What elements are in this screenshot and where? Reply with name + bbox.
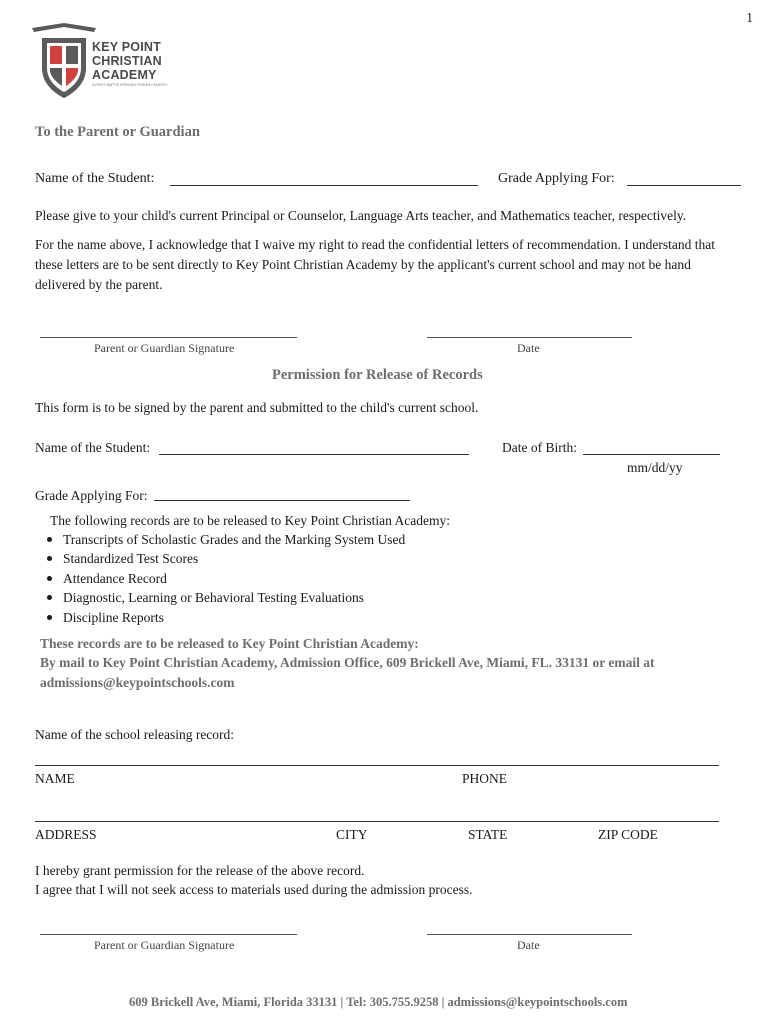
name-label: NAME [35, 771, 75, 786]
grade-applying-label: Grade Applying For: [498, 171, 615, 186]
records-parent-signature-label: Parent or Guardian Signature [94, 938, 235, 952]
instructions-text: Please give to your child's current Principal or Counselor, Language Arts teacher, and Mathematics teacher, respectively. [35, 208, 687, 223]
records-form-intro: This form is to be signed by the parent and submitted to the child's current school. [35, 400, 479, 415]
list-item: Standardized Test Scores [63, 551, 199, 566]
bullet-icon [47, 576, 52, 581]
waiver-line-2: these letters are to be sent directly to Key Point Christian Academy by the applicant's current school and may not be hand [35, 257, 691, 272]
records-student-name-label: Name of the Student: [35, 440, 151, 455]
bullet-icon [47, 537, 52, 542]
grant-permission-line-2: I agree that I will not seek access to materials used during the admission process. [35, 882, 473, 897]
logo-tagline: A FIRST BAPTIST/PRESBYTERIAN CHURCH [92, 83, 167, 87]
release-instructions-line-2: By mail to Key Point Christian Academy, Admission Office, 609 Brickell Ave, Miami, FL. 33131 or email at [40, 655, 655, 670]
records-parent-signature-field[interactable] [40, 934, 297, 935]
list-item: Transcripts of Scholastic Grades and the Marking System Used [63, 532, 406, 547]
name-phone-field[interactable] [35, 765, 719, 766]
records-grade-label: Grade Applying For: [35, 488, 148, 503]
release-instructions-line-1: These records are to be released to Key Point Christian Academy: [40, 636, 419, 651]
records-student-name-field[interactable] [159, 454, 469, 455]
waiver-line-1: For the name above, I acknowledge that I waive my right to read the confidential letters of recommendation. I understand that [35, 237, 716, 252]
list-item: Diagnostic, Learning or Behavioral Testing Evaluations [63, 590, 364, 605]
signature-date-field[interactable] [427, 337, 632, 338]
school-logo [30, 22, 180, 102]
footer-contact: 609 Brickell Ave, Miami, Florida 33131 | Tel: 305.755.9258 | admissions@keypointschools.com [129, 995, 628, 1009]
grade-applying-field[interactable] [627, 185, 741, 186]
logo-line-1: KEY POINT [92, 40, 161, 54]
parent-signature-label: Parent or Guardian Signature [94, 341, 235, 355]
records-date-label: Date [517, 938, 540, 952]
address-label: ADDRESS [35, 827, 97, 842]
date-of-birth-field[interactable] [583, 454, 720, 455]
section2-heading: Permission for Release of Records [272, 367, 483, 383]
date-of-birth-format: mm/dd/yy [627, 460, 683, 475]
grant-permission-line-1: I hereby grant permission for the release of the above record. [35, 863, 365, 878]
records-grade-field[interactable] [154, 500, 410, 501]
releasing-school-label: Name of the school releasing record: [35, 727, 235, 742]
records-list-intro: The following records are to be released to Key Point Christian Academy: [50, 513, 451, 528]
list-item: Attendance Record [63, 571, 167, 586]
student-name-label: Name of the Student: [35, 171, 155, 186]
logo-line-2: CHRISTIAN [92, 54, 162, 68]
address-field[interactable] [35, 821, 719, 822]
parent-signature-field[interactable] [40, 337, 297, 338]
release-email: admissions@keypointschools.com [40, 675, 235, 690]
bullet-icon [47, 556, 52, 561]
school-crest-icon [30, 22, 98, 100]
logo-line-3: ACADEMY [92, 68, 157, 82]
bullet-icon [47, 615, 52, 620]
student-name-field[interactable] [170, 185, 478, 186]
records-date-field[interactable] [427, 934, 632, 935]
zip-code-label: ZIP CODE [598, 827, 658, 842]
date-of-birth-label: Date of Birth: [502, 440, 577, 455]
section1-heading: To the Parent or Guardian [35, 124, 200, 140]
bullet-icon [47, 595, 52, 600]
page-number: 1 [746, 10, 753, 25]
signature-date-label: Date [517, 341, 540, 355]
list-item: Discipline Reports [63, 610, 164, 625]
city-label: CITY [336, 827, 368, 842]
state-label: STATE [468, 827, 508, 842]
waiver-line-3: delivered by the parent. [35, 277, 163, 292]
phone-label: PHONE [462, 771, 508, 786]
